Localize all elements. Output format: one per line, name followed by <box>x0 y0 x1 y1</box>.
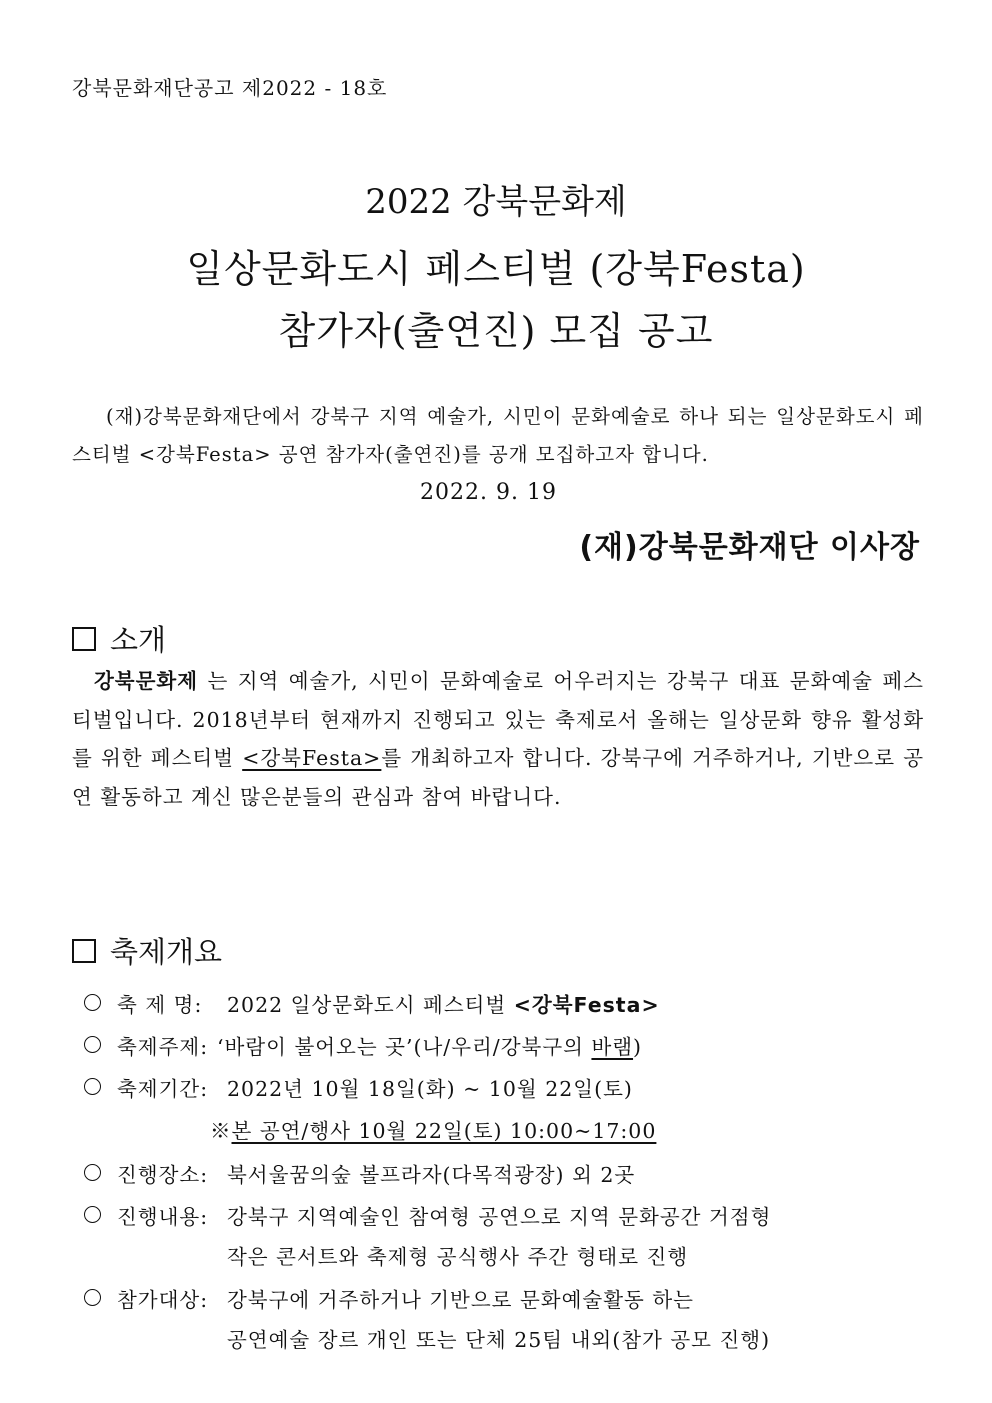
list-item-theme <box>84 1030 642 1060</box>
item-label: 축제주제: <box>117 1035 209 1059</box>
item-value: 북서울꿈의숲 볼프라자(다목적광장) 외 2곳 <box>227 1163 636 1187</box>
note-text: 본 공연/행사 10월 22일(토) 10:00~17:00 <box>231 1119 657 1143</box>
list-item-festival-name <box>84 988 660 1018</box>
list-item-venue <box>84 1158 635 1188</box>
list-item-eligibility <box>84 1283 770 1353</box>
item-label: 진행내용: <box>117 1205 209 1229</box>
item-value-line2: 공연예술 장르 개인 또는 단체 25팀 내외(참가 공모 진행) <box>227 1328 771 1352</box>
section-overview-title: 축제개요 <box>110 935 223 969</box>
item-value-text: ‘바람이 불어오는 곳’(나/우리/강북구의 <box>217 1035 592 1059</box>
square-bullet-icon <box>72 627 96 651</box>
festa-underlined: <강북Festa> <box>242 746 382 770</box>
festa-bold: <강북Festa> <box>513 993 660 1017</box>
item-value <box>227 1283 770 1353</box>
item-value <box>227 1200 771 1270</box>
item-value-text: 2022 일상문화도시 페스티벌 <box>227 993 514 1017</box>
intro-paragraph: (재)강북문화재단에서 강북구 지역 예술가, 시민이 문화예술로 하나 되는 일상문화도시 페스티벌 <강북Festa> 공연 참가자(출연진)를 공개 모집하고자 합니다. <box>72 405 924 466</box>
item-value <box>227 988 660 1018</box>
festival-name-bold: 강북문화제 <box>94 669 199 693</box>
announcement-date: 2022. 9. 19 <box>420 480 557 505</box>
circle-bullet-icon <box>84 1078 101 1095</box>
item-label: 축 제 명: <box>117 993 203 1017</box>
item-value <box>217 1030 642 1060</box>
item-label: 축제기간: <box>117 1077 209 1101</box>
section-overview-heading <box>72 930 222 971</box>
square-bullet-icon <box>72 939 96 963</box>
item-value-end: ) <box>633 1035 643 1059</box>
list-item-period <box>84 1072 633 1102</box>
note-mark: ※ <box>210 1119 232 1143</box>
item-value-line1: 강북구에 거주하거나 기반으로 문화예술활동 하는 <box>227 1288 694 1312</box>
item-value: 2022년 10월 18일(화) ~ 10월 22일(토) <box>227 1077 633 1101</box>
item-label: 참가대상: <box>117 1288 209 1312</box>
title-line-2: 일상문화도시 페스티벌 (강북Festa) <box>186 247 806 291</box>
section-intro-heading <box>72 618 166 659</box>
list-item-content <box>84 1200 771 1270</box>
wish-underlined: 바램 <box>591 1035 634 1059</box>
signer: (재)강북문화재단 이사장 <box>579 530 920 565</box>
item-value-line2: 작은 콘서트와 축제형 공식행사 주간 형태로 진행 <box>227 1245 689 1269</box>
section-intro-body <box>72 662 924 816</box>
circle-bullet-icon <box>84 1164 101 1181</box>
intro-body-text-b: 를 개최하고자 합니다. 강북구에 거주하거나, 기반으로 공연 활동하고 계신 많은분들의 관심과 참여 바랍니다. <box>72 746 924 809</box>
circle-bullet-icon <box>84 1206 101 1223</box>
notice-number: 강북문화재단공고 제2022 - 18호 <box>72 76 388 100</box>
title-line-1: 2022 강북문화제 <box>365 182 627 222</box>
circle-bullet-icon <box>84 994 101 1011</box>
main-event-note <box>210 1114 656 1144</box>
circle-bullet-icon <box>84 1036 101 1053</box>
item-label: 진행장소: <box>117 1163 209 1187</box>
circle-bullet-icon <box>84 1289 101 1306</box>
item-value-line1: 강북구 지역예술인 참여형 공연으로 지역 문화공간 거점형 <box>227 1205 772 1229</box>
intro-body-text-a: 는 지역 예술가, 시민이 문화예술로 어우러지는 강북구 대표 문화예술 페스티벌입니다. 2018년부터 현재까지 진행되고 있는 축제로서 올해는 일상문화 향유 활성화를 위한 페스티벌 <box>72 669 924 770</box>
section-intro-title: 소개 <box>110 623 167 657</box>
title-line-3: 참가자(출연진) 모집 공고 <box>278 309 714 353</box>
